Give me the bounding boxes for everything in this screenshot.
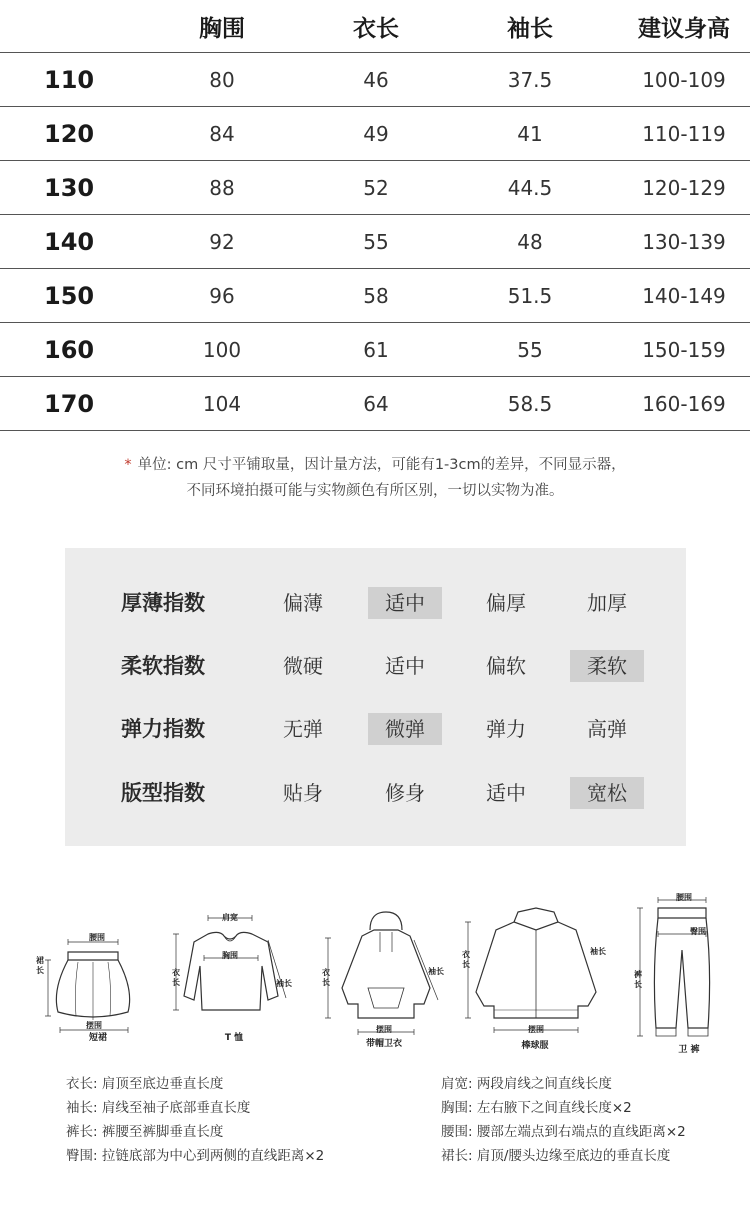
index-option: 微弹 xyxy=(368,713,442,745)
index-label: 弹力指数 xyxy=(121,717,205,741)
table-row xyxy=(0,107,750,161)
definitions-right xyxy=(441,1072,686,1168)
index-option: 高弹 xyxy=(587,717,627,741)
chest-cell: 96 xyxy=(209,283,235,308)
size-cell: 170 xyxy=(44,389,95,418)
length-cell: 55 xyxy=(363,229,389,254)
sleeve-cell: 58.5 xyxy=(507,391,553,416)
height-cell: 130-139 xyxy=(642,229,726,254)
skirt-diagram xyxy=(38,930,148,1070)
height-cell: 100-109 xyxy=(642,67,726,92)
sleeve-cell: 41 xyxy=(517,121,543,146)
chest-cell: 92 xyxy=(209,229,235,254)
index-row-thickness xyxy=(65,583,686,623)
sleeve-cell: 51.5 xyxy=(507,283,553,308)
definition-item: 臀围: 拉链底部为中心到两侧的直线距离×2 xyxy=(66,1148,325,1164)
hoodie-sleeve-label: 袖长 xyxy=(428,967,444,976)
skirt-hem-label: 摆围 xyxy=(86,1021,102,1030)
height-cell: 150-159 xyxy=(642,337,726,362)
index-row-fit xyxy=(65,773,686,813)
skirt-length-label: 裙长 xyxy=(36,956,44,975)
garment-diagrams xyxy=(0,880,750,1060)
header-length: 衣长 xyxy=(353,15,399,42)
pants-length-label: 裤长 xyxy=(634,970,642,989)
sleeve-cell: 48 xyxy=(517,229,543,254)
index-row-softness xyxy=(65,646,686,686)
note-line-2: 不同环境拍摄可能与实物颜色有所区别，一切以实物为准。 xyxy=(186,483,564,499)
garment-label: 卫 裤 xyxy=(678,1045,700,1055)
jacket-length-label: 衣长 xyxy=(462,950,470,969)
index-label: 版型指数 xyxy=(121,781,205,805)
table-row xyxy=(0,323,750,377)
garment-label: 带帽卫衣 xyxy=(365,1039,402,1049)
index-option: 微硬 xyxy=(283,654,323,678)
index-option: 修身 xyxy=(385,781,425,805)
chest-cell: 104 xyxy=(202,391,242,416)
size-cell: 130 xyxy=(44,173,95,202)
index-option: 宽松 xyxy=(570,777,644,809)
definition-item: 腰围: 腰部左端点到右端点的直线距离×2 xyxy=(441,1124,686,1140)
hoodie-length-label: 衣长 xyxy=(322,968,330,987)
size-cell: 150 xyxy=(44,281,95,310)
index-row-elasticity xyxy=(65,709,686,749)
jacket-sleeve-label: 袖长 xyxy=(590,947,606,956)
index-label: 厚薄指数 xyxy=(121,591,205,615)
definition-item: 裙长: 肩顶/腰头边缘至底边的垂直长度 xyxy=(441,1148,671,1164)
measurement-note xyxy=(0,452,750,504)
header-chest: 胸围 xyxy=(199,15,245,42)
definition-item: 衣长: 肩顶至底边垂直长度 xyxy=(66,1076,224,1092)
length-cell: 46 xyxy=(363,67,389,92)
table-row xyxy=(0,161,750,215)
index-option: 偏薄 xyxy=(283,591,323,615)
length-cell: 64 xyxy=(363,391,389,416)
index-option: 适中 xyxy=(385,654,425,678)
length-cell: 58 xyxy=(363,283,389,308)
table-row xyxy=(0,377,750,431)
size-cell: 140 xyxy=(44,227,95,256)
chest-cell: 88 xyxy=(209,175,235,200)
fabric-index-panel xyxy=(65,548,686,846)
index-option: 弹力 xyxy=(486,717,526,741)
chest-cell: 100 xyxy=(202,337,242,362)
index-option: 加厚 xyxy=(587,591,627,615)
size-cell: 120 xyxy=(44,119,95,148)
definition-item: 肩宽: 两段肩线之间直线长度 xyxy=(441,1076,612,1092)
pants-waist-label: 腰围 xyxy=(676,893,692,902)
definition-item: 裤长: 裤腰至裤脚垂直长度 xyxy=(66,1124,224,1140)
index-option: 偏厚 xyxy=(486,591,526,615)
length-cell: 52 xyxy=(363,175,389,200)
skirt-waist-label: 腰围 xyxy=(89,933,105,942)
sleeve-cell: 44.5 xyxy=(507,175,553,200)
size-cell: 160 xyxy=(44,335,95,364)
hoodie-hem-label: 摆围 xyxy=(376,1025,392,1034)
tee-shoulder-label: 肩宽 xyxy=(222,913,238,922)
chest-cell: 80 xyxy=(209,67,235,92)
index-option: 适中 xyxy=(368,587,442,619)
asterisk-icon: * xyxy=(124,457,132,473)
header-sleeve: 袖长 xyxy=(507,15,553,42)
chest-cell: 84 xyxy=(209,121,235,146)
definition-item: 袖长: 肩线至袖子底部垂直长度 xyxy=(66,1100,251,1116)
index-label: 柔软指数 xyxy=(121,654,205,678)
index-option: 偏软 xyxy=(486,654,526,678)
header-size xyxy=(20,0,120,52)
table-row xyxy=(0,53,750,107)
sleeve-cell: 37.5 xyxy=(507,67,553,92)
size-cell: 110 xyxy=(44,65,95,94)
tee-length-label: 衣长 xyxy=(172,968,180,987)
table-row xyxy=(0,269,750,323)
note-line-1: 单位: cm 尺寸平铺取量，因计量方法，可能有1-3cm的差异，不同显示器， xyxy=(137,457,626,473)
length-cell: 49 xyxy=(363,121,389,146)
table-header-row xyxy=(0,0,750,53)
tee-sleeve-label: 袖长 xyxy=(276,979,292,988)
height-cell: 160-169 xyxy=(642,391,726,416)
garment-label: 棒球服 xyxy=(521,1041,549,1051)
jacket-hem-label: 摆围 xyxy=(528,1025,544,1034)
index-option: 无弹 xyxy=(283,717,323,741)
garment-label: T 恤 xyxy=(224,1033,244,1043)
index-option: 贴身 xyxy=(283,781,323,805)
height-cell: 140-149 xyxy=(642,283,726,308)
sleeve-cell: 55 xyxy=(517,337,543,362)
tee-chest-label: 胸围 xyxy=(222,951,238,960)
length-cell: 61 xyxy=(363,337,389,362)
index-option: 柔软 xyxy=(570,650,644,682)
header-height: 建议身高 xyxy=(638,15,730,42)
definitions-left xyxy=(66,1072,324,1168)
table-row xyxy=(0,215,750,269)
index-option: 适中 xyxy=(486,781,526,805)
height-cell: 110-119 xyxy=(642,121,726,146)
pants-hip-label: 臀围 xyxy=(690,927,706,936)
height-cell: 120-129 xyxy=(642,175,726,200)
size-table xyxy=(0,0,750,431)
definition-item: 胸围: 左右腋下之间直线长度×2 xyxy=(441,1100,632,1116)
garment-label: 短裙 xyxy=(88,1033,107,1043)
